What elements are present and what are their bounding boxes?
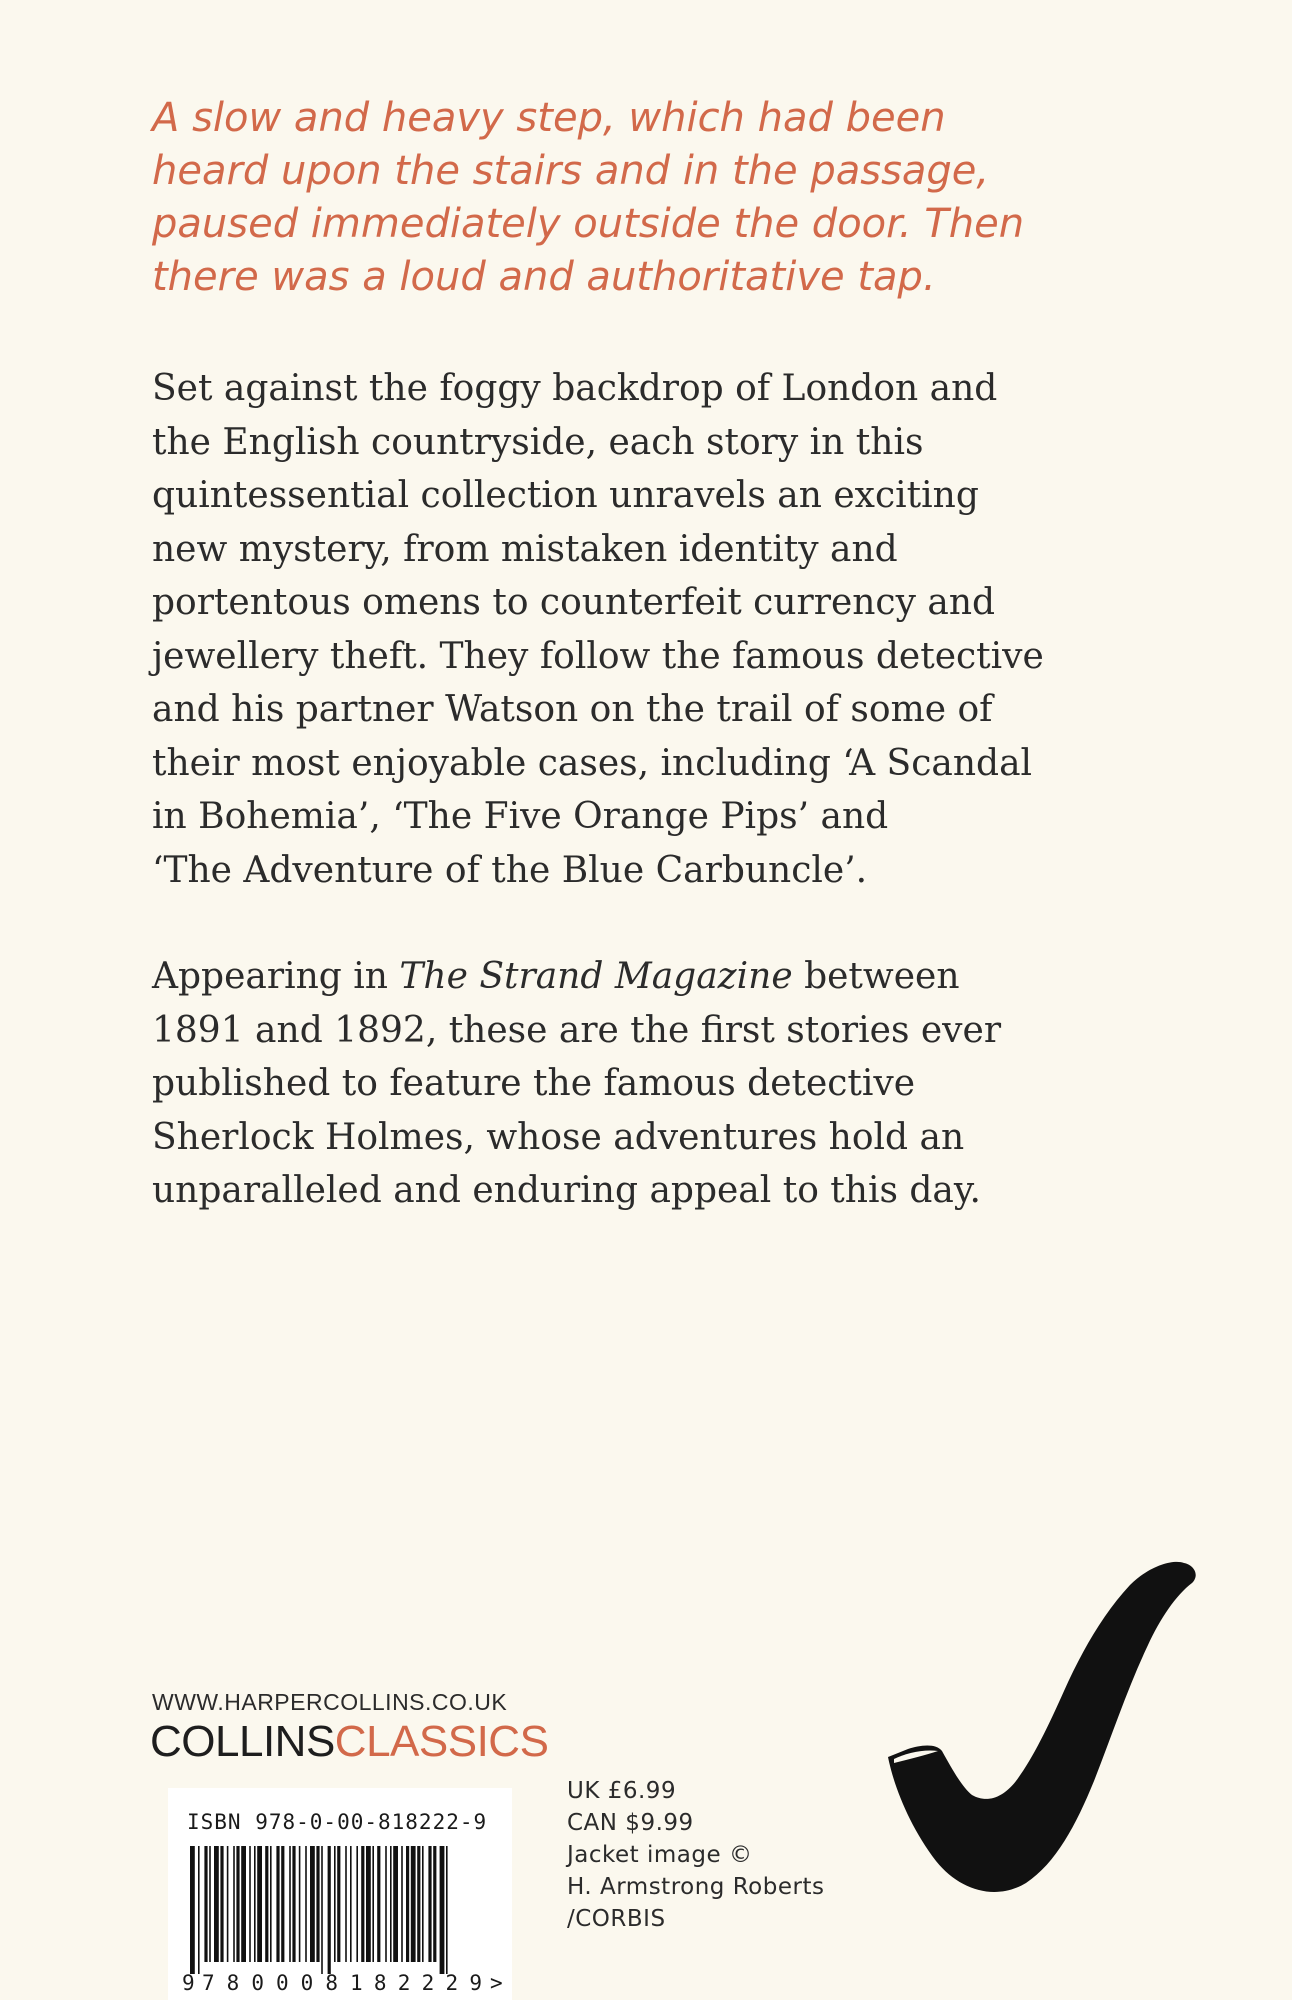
price-can: CAN $9.99 — [567, 1810, 694, 1836]
barcode-bar — [299, 1846, 301, 1962]
barcode-bar — [361, 1846, 364, 1962]
barcode-bar — [198, 1846, 200, 1974]
barcode-bar — [377, 1846, 380, 1962]
jacket-credit: /CORBIS — [567, 1906, 666, 1932]
barcode-bar — [390, 1846, 392, 1962]
barcode-bar — [204, 1846, 207, 1962]
paragraph-line: the English countryside, each story in this — [152, 421, 924, 463]
tobacco-pipe-icon — [880, 1555, 1200, 1915]
barcode-bar — [257, 1846, 262, 1962]
barcode-bar — [233, 1846, 235, 1962]
barcode-bar — [411, 1846, 416, 1962]
barcode-end-mark: > — [490, 1971, 503, 1995]
barcode-bar — [209, 1846, 211, 1962]
barcode-first-digit: 9 — [182, 1971, 195, 1995]
barcode-bar — [350, 1846, 352, 1962]
barcode-bar — [385, 1846, 387, 1962]
barcode-bar — [292, 1846, 295, 1962]
jacket-credit: Jacket image © — [567, 1842, 753, 1868]
paragraph-line — [152, 950, 1052, 1004]
barcode-bar — [220, 1846, 223, 1962]
barcode-bar — [406, 1846, 409, 1962]
barcode-bar — [440, 1846, 445, 1974]
barcode-bar — [289, 1846, 291, 1962]
barcode-bar — [356, 1846, 358, 1962]
paragraph-line: Sherlock Holmes, whose adventures hold an — [152, 1116, 965, 1158]
barcode-bar — [249, 1846, 251, 1962]
barcode-bar — [310, 1846, 315, 1962]
paragraph-text: Appearing in — [152, 956, 400, 997]
description-paragraph-2 — [152, 950, 1052, 1218]
barcode-bar — [446, 1846, 448, 1974]
barcode-bar — [366, 1846, 371, 1962]
barcode-bar — [345, 1846, 347, 1962]
paragraph-line: 1891 and 1892, these are the first stories ever — [152, 1009, 1002, 1051]
description-paragraph-1 — [152, 362, 1052, 897]
barcode-bar — [328, 1846, 331, 1974]
isbn-label: ISBN 978-0-00-818222-9 — [187, 1810, 488, 1834]
paragraph-line: in Bohemia’, ‘The Five Orange Pips’ and — [152, 796, 889, 837]
barcode-bar — [321, 1846, 323, 1974]
barcode-bar — [281, 1846, 284, 1962]
barcode-bar — [190, 1846, 195, 1974]
imprint-collins: COLLINS — [150, 1717, 335, 1766]
barcode-bar — [236, 1846, 239, 1962]
paragraph-line: portentous omens to counterfeit currency and — [152, 582, 996, 623]
pull-quote — [152, 92, 1052, 304]
imprint-classics: CLASSICS — [334, 1717, 549, 1766]
barcode-bar — [393, 1846, 398, 1962]
barcode-bar — [422, 1846, 424, 1962]
barcode-bar — [334, 1846, 336, 1962]
barcode-bar — [433, 1846, 436, 1962]
barcode-bar — [401, 1846, 403, 1962]
barcode-bar — [227, 1846, 229, 1962]
paragraph-text: between — [792, 956, 960, 997]
barcode-group-1: 780008 — [202, 1971, 338, 1995]
barcode-bar — [428, 1846, 431, 1962]
barcode-bar — [305, 1846, 307, 1962]
barcode — [168, 1788, 512, 2000]
barcode-bar — [372, 1846, 374, 1962]
price-block — [567, 1775, 824, 1935]
paragraph-line: unparalleled and enduring appeal to this day. — [152, 1170, 981, 1211]
paragraph-line: new mystery, from mistaken identity and — [152, 528, 898, 570]
barcode-bar — [265, 1846, 268, 1962]
barcode-bar — [316, 1846, 319, 1962]
paragraph-line: quintessential collection unravels an exciting — [152, 475, 979, 516]
barcode-bar — [254, 1846, 256, 1962]
paragraph-line: published to feature the famous detective — [152, 1063, 916, 1104]
barcode-bar — [270, 1846, 272, 1962]
quote-line: heard upon the stairs and in the passage, — [152, 148, 990, 194]
imprint-logo — [150, 1717, 548, 1767]
paragraph-line: their most enjoyable cases, including ‘A Scandal — [152, 742, 1033, 784]
paragraph-line: and his partner Watson on the trail of some of — [152, 689, 993, 730]
barcode-bar — [337, 1846, 340, 1962]
price-uk: UK £6.99 — [567, 1778, 677, 1804]
quote-line: A slow and heavy step, which had been — [152, 95, 946, 141]
barcode-group-2: 182229 — [350, 1971, 482, 1995]
magazine-title: The Strand Magazine — [399, 956, 793, 997]
barcode-bar — [214, 1846, 219, 1962]
paragraph-line: ‘The Adventure of the Blue Carbuncle’. — [152, 849, 868, 891]
barcode-bar — [241, 1846, 246, 1962]
barcode-bars — [190, 1846, 448, 1974]
barcode-bar — [276, 1846, 279, 1962]
jacket-credit: H. Armstrong Roberts — [567, 1874, 825, 1900]
paragraph-line: jewellery theft. They follow the famous detective — [152, 635, 1044, 677]
barcode-bar — [417, 1846, 420, 1962]
quote-line: paused immediately outside the door. Then — [152, 201, 1025, 247]
quote-line: there was a loud and authoritative tap. — [152, 254, 936, 300]
barcode-panel — [168, 1788, 512, 2000]
paragraph-line: Set against the foggy backdrop of London and — [152, 368, 998, 409]
publisher-url: WWW.HARPERCOLLINS.CO.UK — [152, 1689, 508, 1715]
